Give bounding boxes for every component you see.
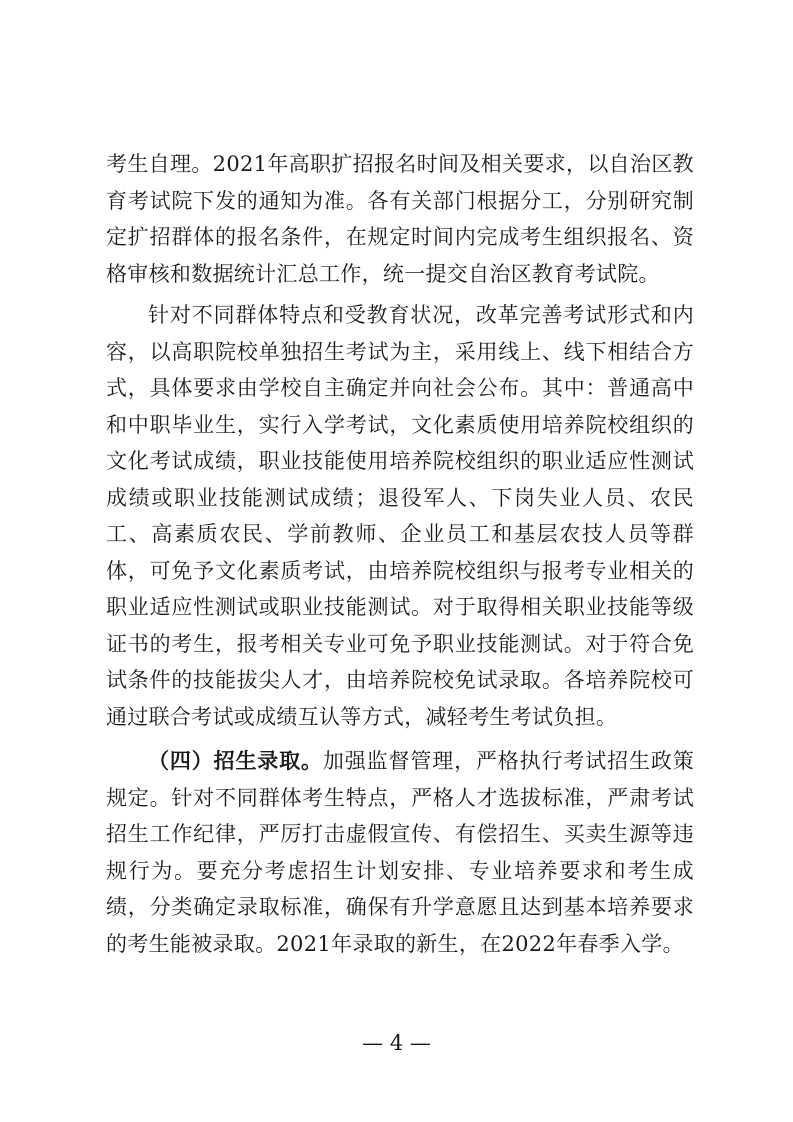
paragraph-exam-form — [106, 297, 694, 735]
page-number: — 4 — — [362, 1031, 431, 1055]
paragraph-admission — [106, 743, 694, 962]
section-heading: （四）招生录取。 — [148, 748, 323, 773]
paragraph-text: 考生自理。2021年高职扩招报名时间及相关要求，以自治区教育考试院下发的通知为准。各有关部门根据分工，分别研究制定扩招群体的报名条件，在规定时间内完成考生组织报名、资格审核和数据统计汇总工作，统一提交自治区教育考试院。 — [106, 152, 694, 286]
paragraph-text: 针对不同群体特点和受教育状况，改革完善考试形式和内容，以高职院校单独招生考试为主，采用线上、线下相结合方式，具体要求由学校自主确定并向社会公布。其中：普通高中和中职毕业生，实行入学考试，文化素质使用培养院校组织的文化考试成绩，职业技能使用培养院校组织的职业适应性测试成绩或职业技能测试成绩；退役军人、下岗失业人员、农民工、高素质农民、学前教师、企业员工和基层农技人员等群体，可免予文化素质考试，由培养院校组织与报考专业相关的职业适应性测试或职业技能测试。对于取得相关职业技能等级证书的考生，报考相关专业可免予职业技能测试。对于符合免试条件的技能拔尖人才，由培养院校免试录取。各培养院校可通过联合考试或成绩互认等方式，减轻考生考试负担。 — [106, 303, 694, 729]
paragraph-text: 加强监督管理，严格执行考试招生政策规定。针对不同群体考生特点，严格人才选拔标准，严肃考试招生工作纪律，严厉打击虚假宣传、有偿招生、买卖生源等违规行为。要充分考虑招生计划安排、专业培养要求和考生成绩，分类确定录取标准，确保有升学意愿且达到基本培养要求的考生能被录取。2021年录取的新生，在2022年春季入学。 — [106, 749, 694, 956]
paragraph-registration — [106, 146, 694, 292]
